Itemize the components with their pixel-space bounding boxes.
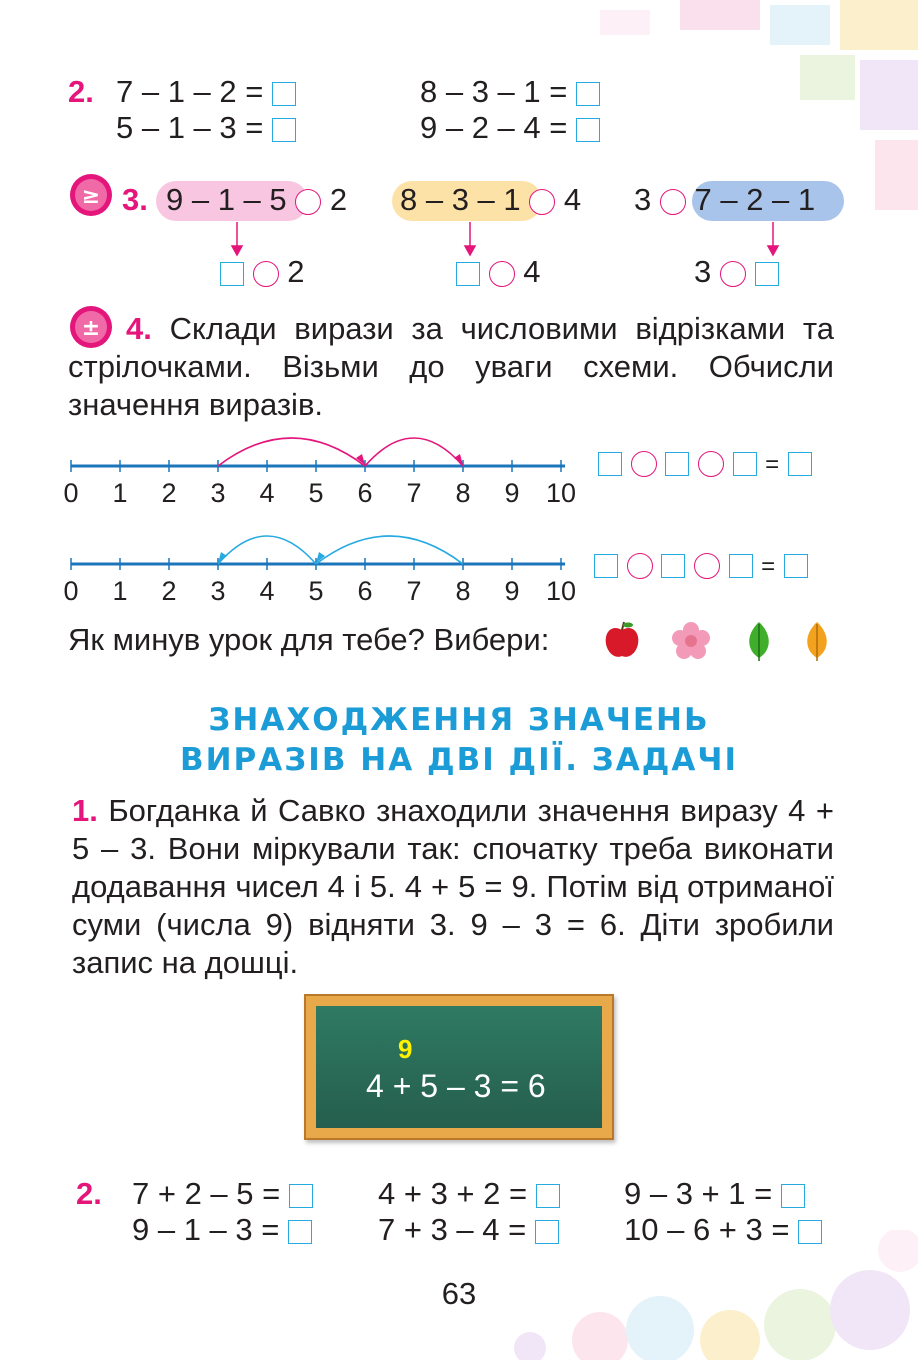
exercise-number: 4. (126, 311, 152, 346)
apple-icon[interactable] (604, 620, 640, 660)
tick-label: 6 (357, 478, 373, 508)
expression: 8 – 3 – 1 (400, 182, 521, 217)
reflection-question: Як минув урок для тебе? Вибери: (68, 622, 550, 657)
tick-label: 4 (259, 576, 275, 606)
answer-box[interactable] (798, 1220, 822, 1244)
compare-value: 2 (329, 182, 348, 217)
expression: 7 + 2 – 5 = (132, 1176, 281, 1211)
equals-sign: = (761, 553, 776, 580)
answer-box[interactable] (594, 554, 618, 578)
tick-label: 5 (308, 478, 324, 508)
ex3-item-1 (166, 182, 347, 218)
answer-box[interactable] (661, 554, 685, 578)
tick-label: 8 (455, 576, 471, 606)
answer-box[interactable] (788, 452, 812, 476)
exercise-1-text (72, 792, 834, 982)
section-title-line-2: ВИРАЗІВ НА ДВІ ДІЇ. ЗАДАЧІ (179, 742, 738, 778)
compare-value: 2 (287, 254, 305, 289)
answer-box[interactable] (576, 118, 600, 142)
flower-icon[interactable] (670, 620, 712, 662)
expression: 4 + 3 + 2 = (378, 1176, 528, 1211)
ex2b-r1c2 (378, 1176, 560, 1212)
ex4-answer-row-1 (598, 444, 812, 483)
answer-box[interactable] (784, 554, 808, 578)
expression: 5 – 1 – 3 = (116, 110, 264, 145)
tick-label: 9 (504, 478, 520, 508)
ex3-item-3 (634, 182, 815, 218)
sign-circle[interactable] (631, 451, 657, 477)
ex2a-row2-col2 (420, 110, 600, 146)
tick-label: 0 (63, 478, 79, 508)
ex3-item-2 (400, 182, 581, 218)
answer-box[interactable] (272, 118, 296, 142)
tick-label: 9 (504, 576, 520, 606)
compare-icon (68, 172, 114, 218)
answer-box[interactable] (729, 554, 753, 578)
answer-box[interactable] (536, 1184, 560, 1208)
tick-label: 10 (545, 478, 577, 508)
number-line-1 (60, 432, 590, 512)
section-title (0, 700, 918, 780)
jump-arrow (218, 438, 365, 466)
exercise-2a (68, 74, 94, 110)
problem-text: Богданка й Савко знаходили значення виразу 4 + 5 – 3. Вони міркували так: спочатку треба виконати додавання чисел 4 і 5. 4 + 5 = 9. Потім від отриманої суми (числа 9) відняти 3. 9 – 3 = 6. Діти зробили запис на дошці. (72, 793, 834, 980)
chalkboard-note: 9 (398, 1034, 413, 1064)
answer-box[interactable] (598, 452, 622, 476)
compare-value: 3 (694, 254, 712, 289)
ex3-result-1 (220, 254, 305, 290)
tick-label: 1 (112, 576, 128, 606)
jump-arrow (316, 536, 463, 564)
page-number: 63 (441, 1276, 477, 1311)
ex3-result-2 (456, 254, 541, 290)
arrow-head (454, 454, 463, 465)
section-title-line-1: ЗНАХОДЖЕННЯ ЗНАЧЕНЬ (208, 702, 710, 738)
equals-sign: = (765, 451, 780, 478)
ex3-result-3 (694, 254, 779, 290)
ex2b-r2c1 (132, 1212, 312, 1248)
exercise-number: 1. (72, 793, 98, 828)
answer-box[interactable] (288, 1220, 312, 1244)
expression: 7 + 3 – 4 = (378, 1212, 527, 1247)
chalkboard-surface (316, 1006, 602, 1128)
svg-text:≥: ≥ (81, 184, 101, 209)
compare-circle[interactable] (529, 189, 555, 215)
answer-box[interactable] (755, 262, 779, 286)
sign-circle[interactable] (698, 451, 724, 477)
svg-text:±: ± (81, 316, 101, 341)
expression: 9 – 2 – 4 = (420, 110, 568, 145)
expression: 7 – 1 – 2 = (116, 74, 264, 109)
arrow-head (218, 552, 227, 563)
expression: 10 – 6 + 3 = (624, 1212, 790, 1247)
ex2a-row1-col2 (420, 74, 600, 110)
answer-box[interactable] (665, 452, 689, 476)
ex2b-r2c3 (624, 1212, 822, 1248)
compare-circle[interactable] (489, 261, 515, 287)
number-line-2 (60, 530, 590, 610)
tick-label: 2 (161, 576, 177, 606)
tick-label: 7 (406, 478, 422, 508)
compare-circle[interactable] (295, 189, 321, 215)
exercise-4-text (68, 310, 834, 424)
instruction-text: Склади вирази за числовими відрізками та стрілочками. Візьми до уваги схеми. Обчисли значення виразів. (68, 311, 834, 422)
ex2a-row2-col1 (116, 110, 296, 146)
orange-leaf-icon[interactable] (802, 620, 832, 662)
answer-box[interactable] (289, 1184, 313, 1208)
sign-circle[interactable] (627, 553, 653, 579)
chalkboard-expression: 4 + 5 – 3 = 6 (366, 1068, 546, 1104)
answer-box[interactable] (781, 1184, 805, 1208)
ex4-answer-row-2 (594, 546, 808, 585)
tick-label: 2 (161, 478, 177, 508)
tick-label: 3 (210, 576, 226, 606)
compare-value: 4 (563, 182, 582, 217)
exercise-3-number (122, 182, 148, 218)
chalkboard (304, 994, 614, 1140)
ex2a-row1-col1 (116, 74, 296, 110)
tick-label: 6 (357, 576, 373, 606)
tick-label: 10 (545, 576, 577, 606)
tick-label: 3 (210, 478, 226, 508)
ex2b-r2c2 (378, 1212, 559, 1248)
expression: 7 – 2 – 1 (694, 182, 816, 217)
sign-circle[interactable] (694, 553, 720, 579)
answer-box[interactable] (272, 82, 296, 106)
answer-box[interactable] (220, 262, 244, 286)
compare-value: 3 (634, 182, 652, 217)
answer-box[interactable] (456, 262, 480, 286)
compare-circle[interactable] (253, 261, 279, 287)
exercise-2b-number (76, 1176, 102, 1212)
tick-label: 4 (259, 478, 275, 508)
exercise-number: 2. (68, 74, 94, 109)
tick-label: 0 (63, 576, 79, 606)
tick-label: 7 (406, 576, 422, 606)
answer-box[interactable] (576, 82, 600, 106)
exercise-number: 2. (76, 1176, 102, 1211)
answer-box[interactable] (733, 452, 757, 476)
compare-circle[interactable] (720, 261, 746, 287)
expression: 9 – 1 – 5 (166, 182, 287, 217)
expression: 9 – 3 + 1 = (624, 1176, 773, 1211)
green-leaf-icon[interactable] (744, 620, 774, 662)
expression: 9 – 1 – 3 = (132, 1212, 280, 1247)
compare-value: 4 (523, 254, 541, 289)
tick-label: 8 (455, 478, 471, 508)
exercise-number: 3. (122, 182, 148, 217)
expression: 8 – 3 – 1 = (420, 74, 568, 109)
ex2b-r1c1 (132, 1176, 313, 1212)
ex2b-r1c3 (624, 1176, 805, 1212)
tick-label: 1 (112, 478, 128, 508)
tick-label: 5 (308, 576, 324, 606)
answer-box[interactable] (535, 1220, 559, 1244)
compare-circle[interactable] (660, 189, 686, 215)
